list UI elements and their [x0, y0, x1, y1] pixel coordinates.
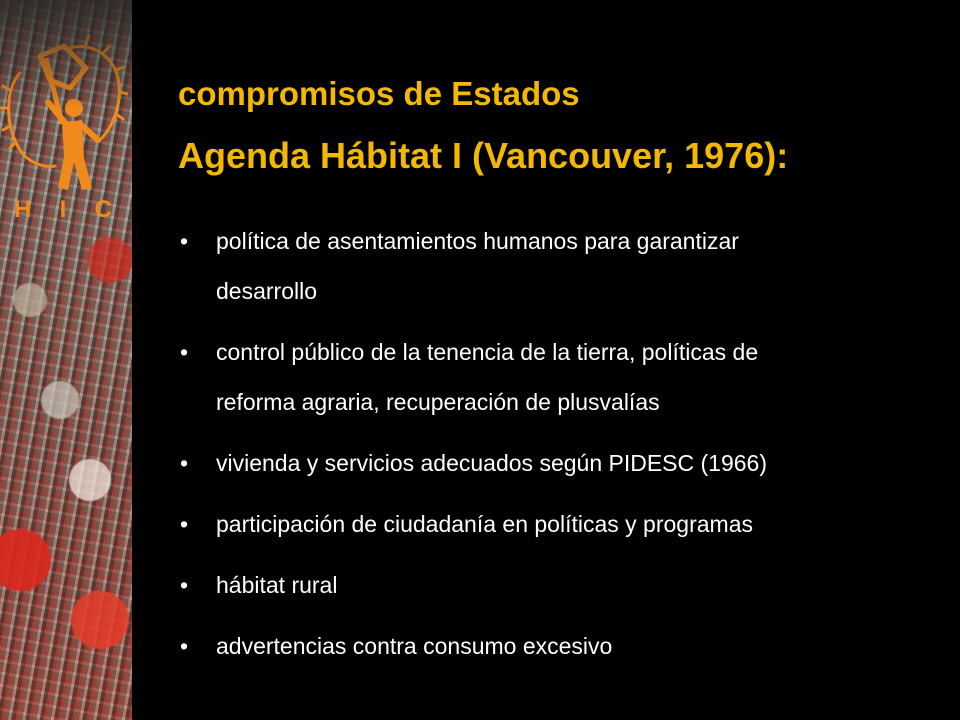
logo-letters	[14, 196, 114, 224]
bullet-line: vivienda y servicios adecuados según PIDESC (1966)	[216, 450, 768, 476]
bullet-line: política de asentamientos humanos para garantizar	[216, 228, 739, 254]
bullet-dot-icon: •	[180, 450, 189, 476]
bullet-item	[178, 560, 960, 610]
bullet-item	[178, 438, 960, 488]
bullet-dot-icon: •	[180, 228, 189, 254]
bullet-dot-icon: •	[180, 511, 189, 537]
bullet-line: control público de la tenencia de la tierra, políticas de	[216, 339, 759, 365]
bullet-item	[178, 327, 960, 427]
bullet-line: desarrollo	[216, 278, 317, 304]
logo-letter: I	[59, 196, 69, 223]
bullet-list	[178, 216, 960, 682]
crowd-photo-strip	[0, 0, 132, 720]
hic-figure-with-flag-icon	[0, 28, 128, 198]
bullet-dot-icon: •	[180, 572, 189, 598]
bullet-dot-icon: •	[180, 339, 189, 365]
bullet-item	[178, 499, 960, 549]
bullet-item	[178, 216, 960, 316]
slide-subtitle: Agenda Hábitat I (Vancouver, 1976):	[178, 135, 789, 176]
logo-letter: H	[14, 196, 34, 223]
bullet-line: advertencias contra consumo excesivo	[216, 633, 613, 659]
bullet-line: hábitat rural	[216, 572, 338, 598]
bullet-line: reforma agraria, recuperación de plusvalías	[216, 389, 660, 415]
slide-title: compromisos de Estados	[178, 75, 580, 112]
hic-logo	[0, 28, 128, 223]
bullet-item	[178, 621, 960, 671]
bullet-line: participación de ciudadanía en políticas y programas	[216, 511, 753, 537]
bullet-dot-icon: •	[180, 633, 189, 659]
logo-letter: C	[94, 196, 114, 223]
